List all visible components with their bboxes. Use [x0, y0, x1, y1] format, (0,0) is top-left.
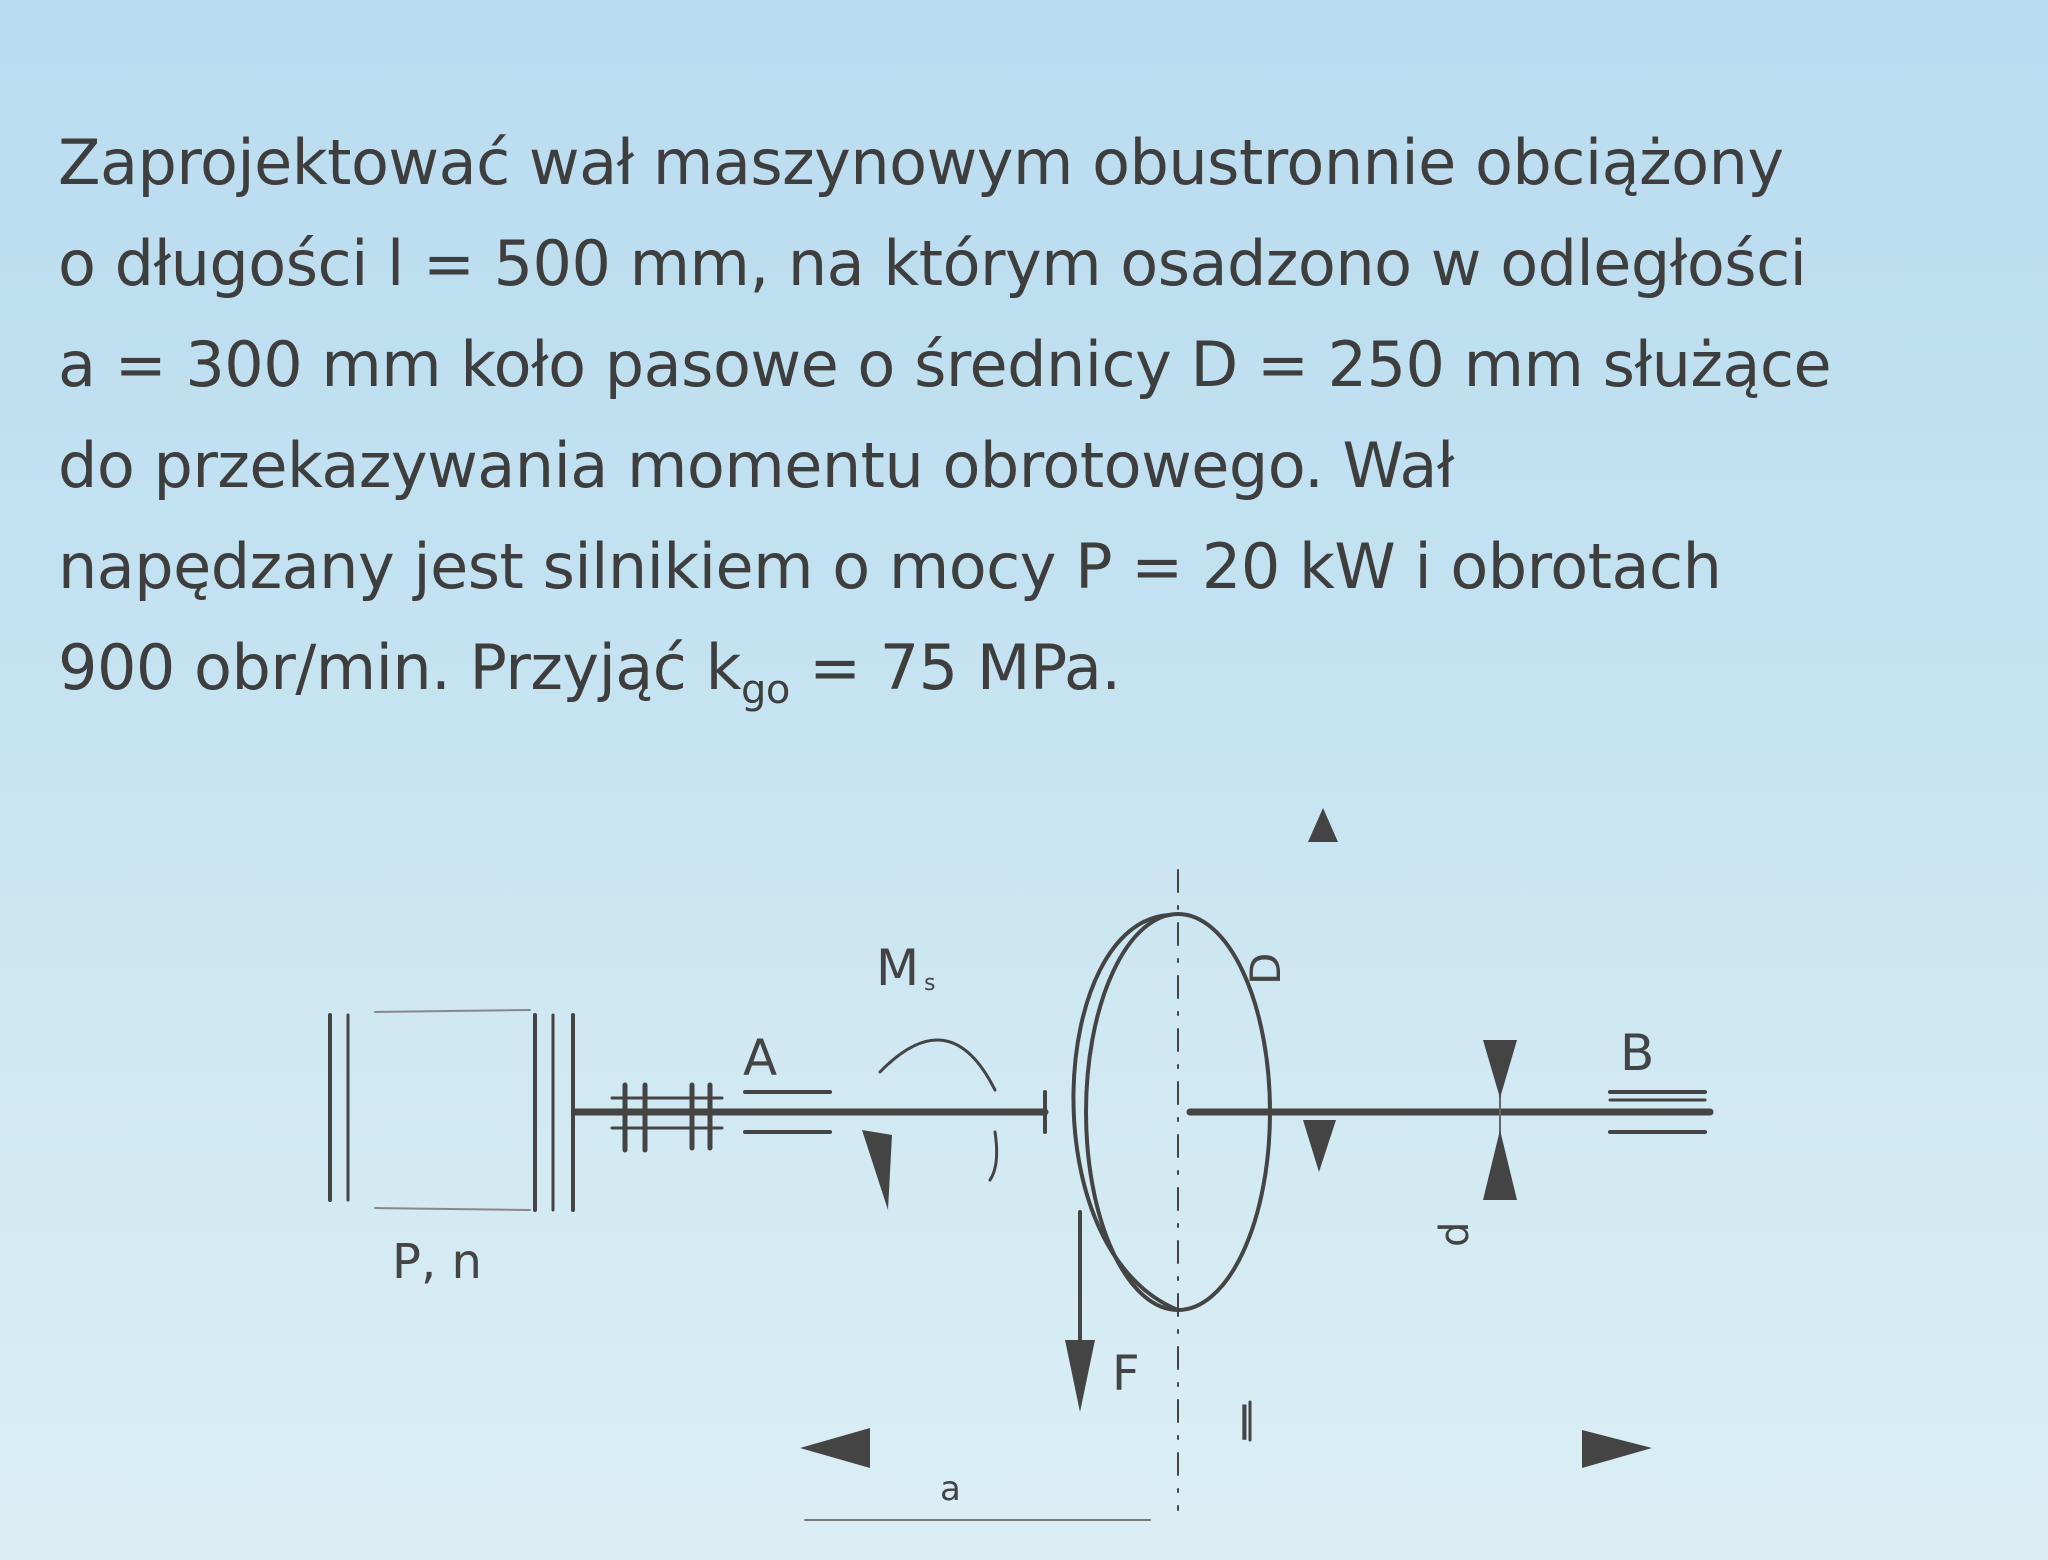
- d-down-arrowhead: [1483, 1040, 1517, 1098]
- length-label: l: [1238, 1397, 1251, 1451]
- distance-label: a: [940, 1469, 961, 1509]
- pulley-diameter-label: D: [1241, 952, 1290, 985]
- kgo-subscript: go: [741, 667, 790, 713]
- d-top-arrowhead: [1308, 808, 1338, 842]
- problem-line-6-main: 900 obr/min. Przyjąć k: [58, 631, 741, 704]
- force-arrowhead: [1065, 1340, 1095, 1412]
- problem-line-2: o długości l = 500 mm, na którym osadzono w odległości: [58, 227, 1807, 300]
- torque-arc: [880, 1040, 995, 1090]
- problem-line-5: napędzany jest silnikiem o mocy P = 20 kW i obrotach: [58, 530, 1722, 603]
- l-right-arrowhead: [1582, 1430, 1652, 1468]
- motor-block: [330, 1010, 573, 1210]
- motor-label: P, n: [392, 1234, 482, 1290]
- problem-line-6-end: = 75 MPa.: [789, 631, 1121, 704]
- force-label: F: [1112, 1346, 1140, 1402]
- shaft-diameter-label: d: [1432, 1221, 1478, 1247]
- bearing-b-label: B: [1620, 1024, 1655, 1082]
- bearing-a-label: A: [743, 1029, 778, 1087]
- problem-line-4: do przekazywania momentu obrotowego. Wał: [58, 429, 1454, 502]
- problem-line-3: a = 300 mm koło pasowe o średnicy D = 250 mm służące: [58, 328, 1832, 401]
- coupling: [575, 1085, 722, 1150]
- a-left-arrowhead: [800, 1428, 870, 1468]
- torque-label: M: [876, 939, 920, 997]
- torque-arrowhead: [862, 1130, 892, 1210]
- shaft-arrowhead: [1303, 1120, 1336, 1172]
- d-up-arrowhead: [1483, 1130, 1517, 1200]
- torque-label-sub: s: [924, 971, 936, 996]
- shaft: [715, 1092, 1710, 1132]
- problem-line-1: Zaprojektować wał maszynowym obustronnie obciążony: [58, 126, 1784, 199]
